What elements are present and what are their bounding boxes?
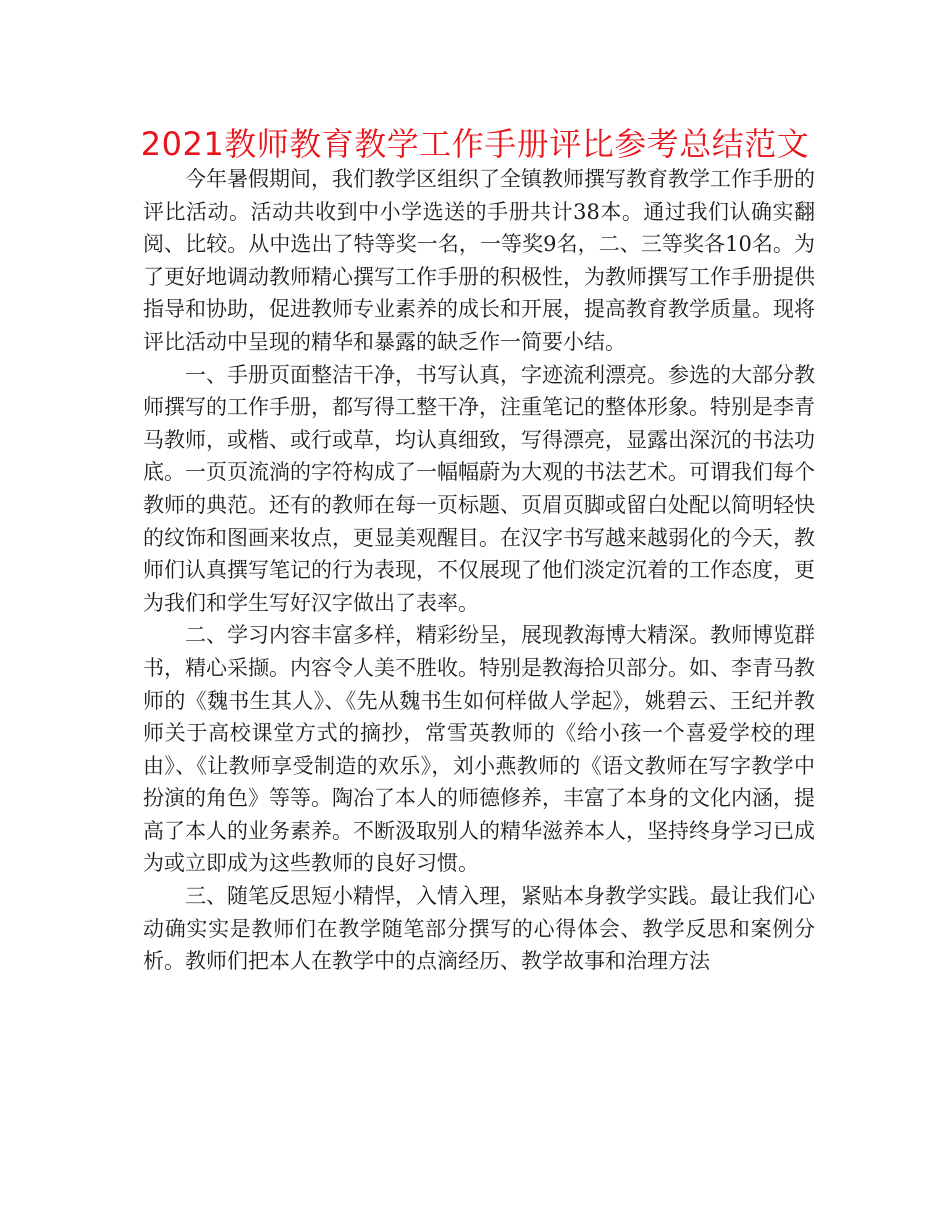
paragraph-section-3: 三、随笔反思短小精悍，入情入理，紧贴本身教学实践。最让我们心动确实实是教师们在教学随笔部分撰写的心得体会、教学反思和案例分析。教师们把本人在教学中的点滴经历、教学故事和治理方法 [143,884,815,974]
paragraph-section-1: 一、手册页面整洁干净，书写认真，字迹流利漂亮。参选的大部分教师撰写的工作手册，都写得工整干净，注重笔记的整体形象。特别是李青马教师，或楷、或行或草，均认真细致，写得漂亮，显露出深沉的书法功底。一页页流淌的字符构成了一幅幅蔚为大观的书法艺术。可谓我们每个教师的典范。还有的教师在每一页标题、页眉页脚或留白处配以简明轻快的纹饰和图画来妆点，更显美观醒目。在汉字书写越来越弱化的今天，教师们认真撰写笔记的行为表现，不仅展现了他们淡定沉着的工作态度，更为我们和学生写好汉字做出了表率。 [143,362,815,615]
paragraph-intro: 今年暑假期间，我们教学区组织了全镇教师撰写教育教学工作手册的评比活动。活动共收到中小学选送的手册共计38本。通过我们认确实翻阅、比较。从中选出了特等奖一名，一等奖9名，二、三等奖各10名。为了更好地调动教师精心撰写工作手册的积极性，为教师撰写工作手册提供指导和协助，促进教师专业素养的成长和开展，提高教育教学质量。现将评比活动中呈现的精华和暴露的缺乏作一简要小结。 [143,167,815,354]
document-title: 2021教师教育教学工作手册评比参考总结范文 [140,125,810,163]
document-body [143,163,815,978]
paragraph-section-2: 二、学习内容丰富多样，精彩纷呈，展现教海博大精深。教师博览群书，精心采撷。内容令人美不胜收。特别是教海拾贝部分。如、李青马教师的《魏书生其人》、《先从魏书生如何样做人学起》，姚碧云、王纪并教师关于高校课堂方式的摘抄，常雪英教师的《给小孩一个喜爱学校的理由》、《让教师享受制造的欢乐》，刘小燕教师的《语文教师在写字教学中扮演的角色》等等。陶冶了本人的师德修养，丰富了本身的文化内涵，提高了本人的业务素养。不断汲取别人的精华滋养本人，坚持终身学习已成为或立即成为这些教师的良好习惯。 [143,623,815,876]
